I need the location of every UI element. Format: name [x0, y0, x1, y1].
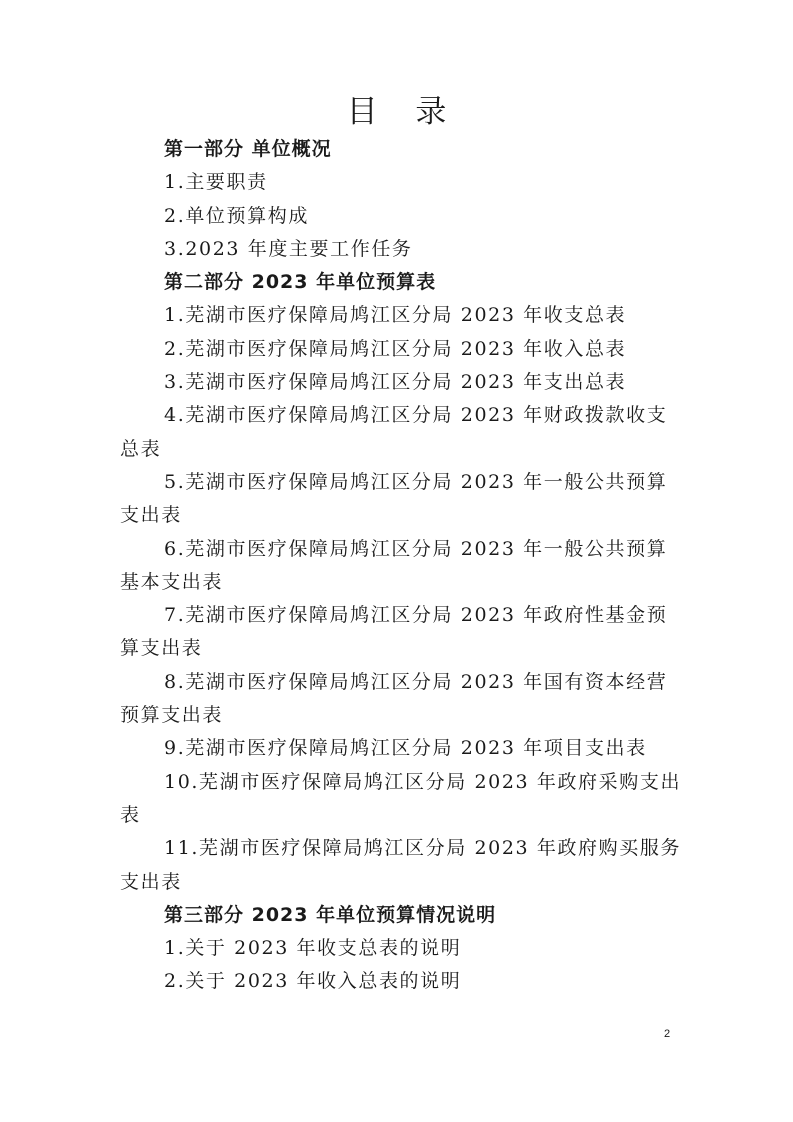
toc-item-continuation: 支出表 — [120, 504, 182, 527]
toc-section-heading: 第一部分 单位概况 — [164, 138, 332, 160]
toc-item: 11.芜湖市医疗保障局鸠江区分局 2023 年政府购买服务 — [164, 837, 682, 860]
toc-item: 2.关于 2023 年收入总表的说明 — [164, 970, 462, 993]
toc-item-continuation: 算支出表 — [120, 637, 203, 660]
toc-item-continuation: 预算支出表 — [120, 704, 224, 727]
page-title: 目 录 — [346, 94, 461, 130]
toc-item: 3.2023 年度主要工作任务 — [164, 237, 413, 260]
toc-item-continuation: 支出表 — [120, 870, 182, 893]
toc-item-continuation: 总表 — [120, 437, 162, 460]
toc-item: 1.芜湖市医疗保障局鸠江区分局 2023 年收支总表 — [164, 304, 627, 327]
toc-item: 4.芜湖市医疗保障局鸠江区分局 2023 年财政拨款收支 — [164, 404, 668, 427]
toc-item: 2.单位预算构成 — [164, 204, 309, 227]
toc-item: 2.芜湖市医疗保障局鸠江区分局 2023 年收入总表 — [164, 337, 627, 360]
toc-item: 1.关于 2023 年收支总表的说明 — [164, 937, 462, 960]
toc-item: 9.芜湖市医疗保障局鸠江区分局 2023 年项目支出表 — [164, 737, 647, 760]
toc-item: 7.芜湖市医疗保障局鸠江区分局 2023 年政府性基金预 — [164, 604, 668, 627]
toc-item: 8.芜湖市医疗保障局鸠江区分局 2023 年国有资本经营 — [164, 670, 668, 693]
toc-item-continuation: 基本支出表 — [120, 570, 224, 593]
toc-item: 6.芜湖市医疗保障局鸠江区分局 2023 年一般公共预算 — [164, 537, 668, 560]
toc-item: 5.芜湖市医疗保障局鸠江区分局 2023 年一般公共预算 — [164, 470, 668, 493]
toc-item: 1.主要职责 — [164, 171, 268, 194]
toc-section-heading: 第三部分 2023 年单位预算情况说明 — [164, 903, 497, 926]
toc-item: 3.芜湖市医疗保障局鸠江区分局 2023 年支出总表 — [164, 371, 627, 394]
toc-section-heading: 第二部分 2023 年单位预算表 — [164, 271, 437, 294]
table-of-contents — [120, 133, 682, 999]
page-number: 2 — [664, 1028, 671, 1040]
toc-item: 10.芜湖市医疗保障局鸠江区分局 2023 年政府采购支出 — [164, 770, 682, 793]
toc-item-continuation: 表 — [120, 803, 141, 826]
